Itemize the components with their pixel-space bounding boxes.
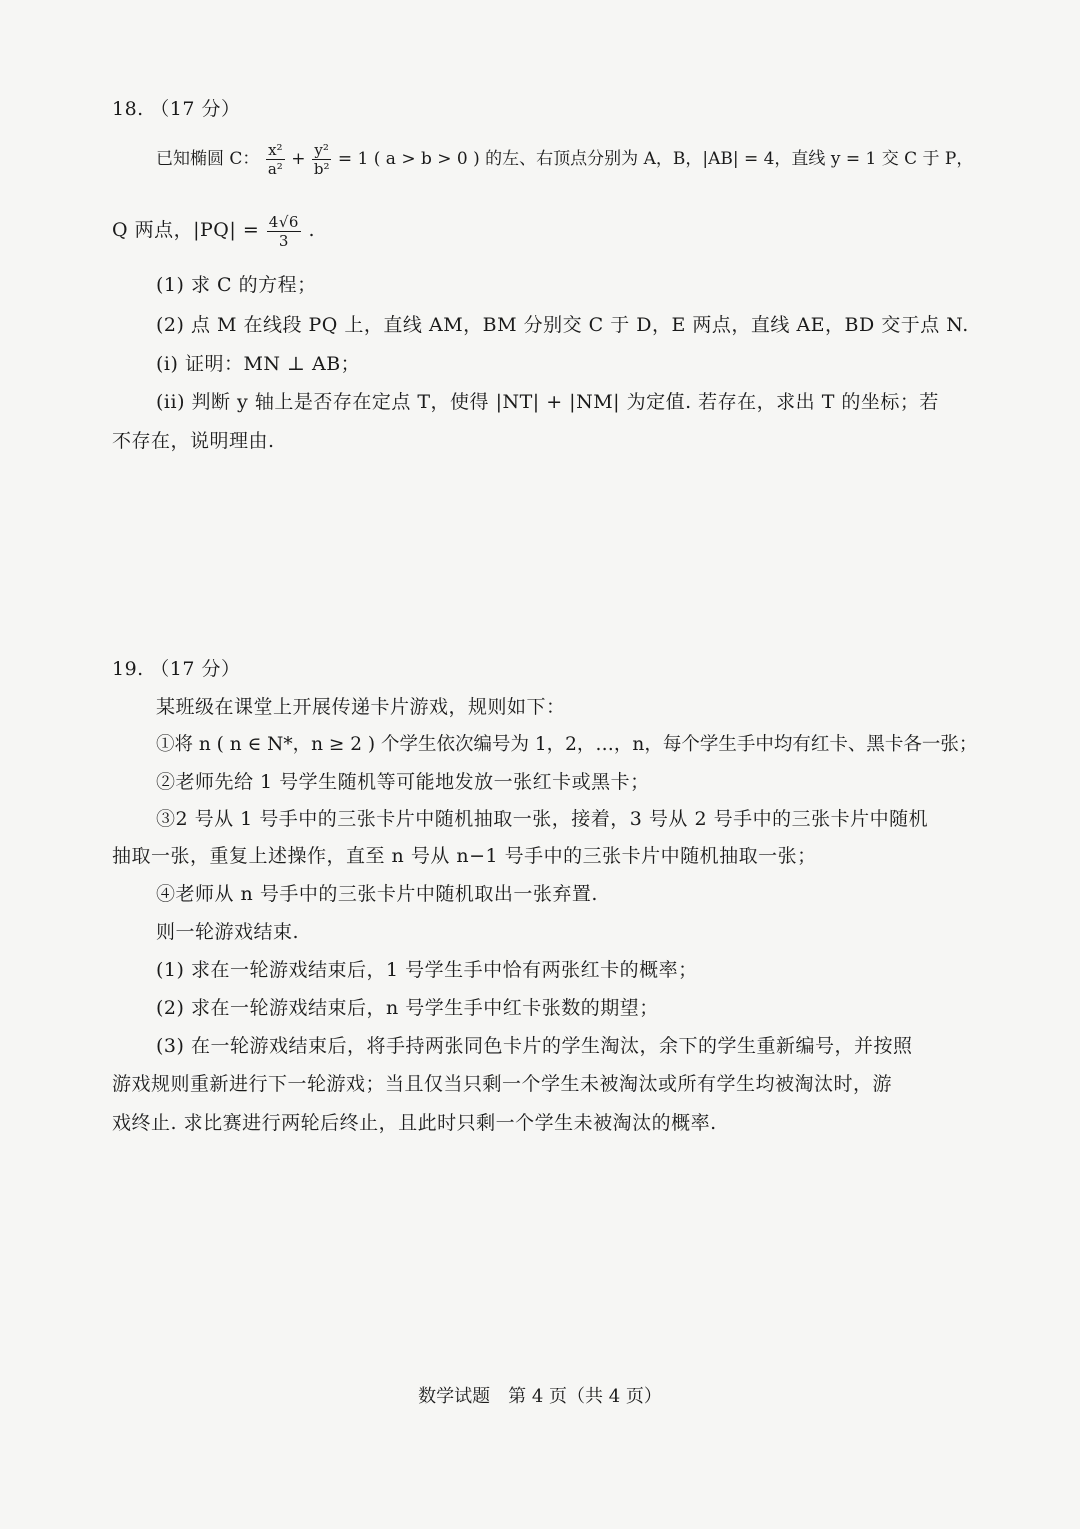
q19-part3-cont1: 游戏规则重新进行下一轮游戏；当且仅当只剩一个学生未被淘汰或所有学生均被淘汰时，游 xyxy=(112,1073,893,1095)
fraction-y2-b2 xyxy=(312,141,332,178)
fraction-x2-a2 xyxy=(266,141,285,178)
q19-heading: 19. （17 分） xyxy=(112,658,241,680)
q18-heading: 18. （17 分） xyxy=(112,98,241,120)
fraction-numerator: y² xyxy=(312,141,332,160)
q18-line2-a: Q 两点，|PQ| = xyxy=(112,219,260,241)
q18-intro-b: = 1 ( a > b > 0 ) 的左、右顶点分别为 A，B，|AB| = 4，直线 y = 1 交 C 于 P， xyxy=(337,149,974,169)
q19-part3-cont2: 戏终止. 求比赛进行两轮后终止，且此时只剩一个学生未被淘汰的概率. xyxy=(112,1112,717,1134)
q19-intro: 某班级在课堂上开展传递卡片游戏，规则如下： xyxy=(156,696,566,718)
q19-part1: (1) 求在一轮游戏结束后，1 号学生手中恰有两张红卡的概率； xyxy=(156,959,698,981)
fraction-denominator: 3 xyxy=(278,231,289,250)
plus-sign: + xyxy=(291,149,306,169)
q18-part2-i: (i) 证明：MN ⊥ AB； xyxy=(156,353,361,375)
q19-rule3-cont: 抽取一张，重复上述操作，直至 n 号从 n−1 号手中的三张卡片中随机抽取一张； xyxy=(112,845,817,867)
fraction-denominator: a² xyxy=(267,160,283,178)
q19-rule1: ①将 n ( n ∈ N*，n ≥ 2 ) 个学生依次编号为 1，2，…，n，每个学生手中均有红卡、黑卡各一张； xyxy=(156,734,978,755)
q19-end: 则一轮游戏结束. xyxy=(156,921,300,943)
q19-part3: (3) 在一轮游戏结束后，将手持两张同色卡片的学生淘汰，余下的学生重新编号，并按照 xyxy=(156,1035,913,1057)
q18-part1: (1) 求 C 的方程； xyxy=(156,274,317,296)
q19-part2: (2) 求在一轮游戏结束后，n 号学生手中红卡张数的期望； xyxy=(156,997,659,1019)
q18-line2 xyxy=(112,210,315,250)
q18-intro xyxy=(156,140,973,178)
q18-part2-ii-cont: 不存在，说明理由. xyxy=(112,430,275,452)
fraction-numerator: 4√6 xyxy=(268,212,299,231)
fraction-4sqrt6-3 xyxy=(267,213,301,250)
q18-line2-b: . xyxy=(308,219,316,241)
q19-rule2: ②老师先给 1 号学生随机等可能地发放一张红卡或黑卡； xyxy=(156,771,650,793)
q18-intro-a: 已知椭圆 C： xyxy=(156,149,260,169)
q19-rule4: ④老师从 n 号手中的三张卡片中随机取出一张弃置. xyxy=(156,883,598,905)
page-footer: 数学试题 第 4 页（共 4 页） xyxy=(418,1386,662,1407)
q19-rule3: ③2 号从 1 号手中的三张卡片中随机抽取一张，接着，3 号从 2 号手中的三张卡片中随机 xyxy=(156,808,929,830)
q18-part2-ii: (ii) 判断 y 轴上是否存在定点 T，使得 |NT| + |NM| 为定值. 若存在，求出 T 的坐标；若 xyxy=(156,391,939,413)
q18-part2: (2) 点 M 在线段 PQ 上，直线 AM，BM 分别交 C 于 D，E 两点，直线 AE，BD 交于点 N. xyxy=(156,314,969,336)
fraction-denominator: b² xyxy=(313,160,330,178)
fraction-numerator: x² xyxy=(266,141,285,160)
